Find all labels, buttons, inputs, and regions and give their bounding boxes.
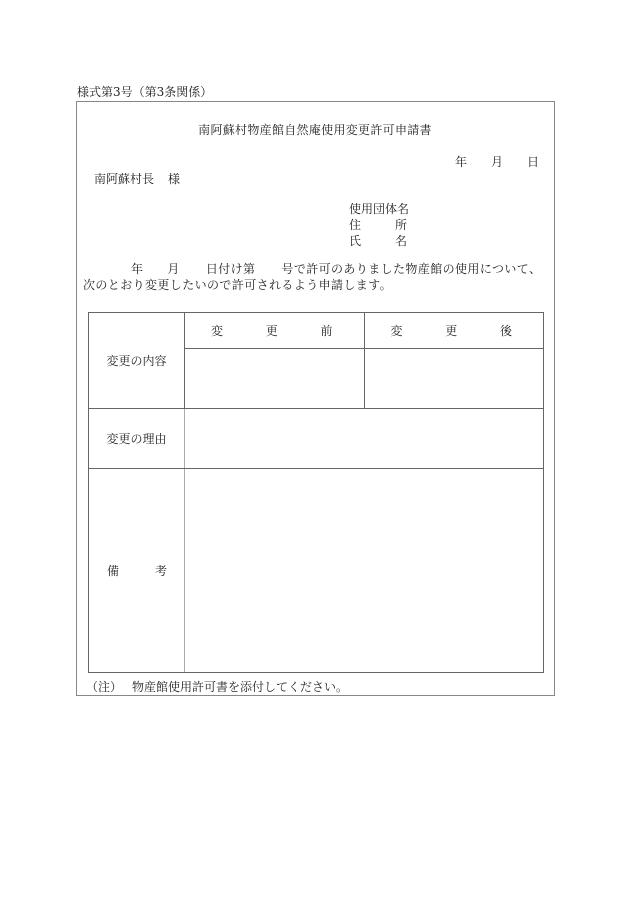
change-content-label: 変更の内容	[106, 354, 167, 368]
header-char: 変	[211, 324, 224, 338]
before-value-field[interactable]	[185, 349, 365, 409]
body-day-suffix: 日付け第	[205, 262, 256, 276]
header-char: 変	[390, 324, 403, 338]
address-label-char-1: 住	[349, 218, 362, 232]
after-header	[365, 322, 544, 339]
addressee-honorific: 様	[168, 172, 181, 186]
applicant-name-label	[349, 232, 407, 249]
request-body-text	[83, 261, 551, 293]
name-label-char-1: 氏	[349, 234, 362, 248]
date-day-label: 日	[527, 155, 540, 169]
remarks-label-char-1: 備	[107, 564, 120, 578]
footnote-text: 物産館使用許可書を添付してください。	[132, 680, 349, 694]
name-label-char-2: 名	[394, 234, 407, 248]
table-row	[89, 469, 544, 673]
after-value-field[interactable]	[364, 349, 544, 409]
before-header-cell	[185, 313, 365, 349]
after-header-cell	[364, 313, 544, 349]
header-char: 前	[320, 324, 333, 338]
table-row	[89, 409, 544, 469]
change-details-table	[88, 312, 544, 673]
header-char: 更	[445, 324, 458, 338]
remarks-label-char-2: 考	[154, 564, 167, 578]
change-reason-field[interactable]	[185, 409, 544, 469]
change-reason-label-cell	[89, 409, 185, 469]
addressee	[94, 170, 180, 187]
date-line	[455, 153, 539, 170]
table-header-row	[89, 313, 544, 349]
body-number-suffix: 号で許可のありました物産館の使用について、次のとおり変更したいので許可されるよう申請します。	[83, 262, 542, 292]
footnote-prefix: （注）	[86, 680, 123, 694]
footnote	[86, 678, 348, 695]
date-month-label: 月	[491, 155, 504, 169]
header-char: 後	[499, 324, 512, 338]
date-year-label: 年	[455, 155, 468, 169]
applicant-address-label	[349, 216, 407, 233]
form-number-label: 様式第3号（第3条関係）	[77, 85, 213, 99]
change-reason-label: 変更の理由	[106, 432, 167, 446]
document-title: 南阿蘇村物産館自然庵使用変更許可申請書	[198, 123, 432, 137]
remarks-label-cell	[89, 469, 185, 673]
address-label-char-2: 所	[394, 218, 407, 232]
remarks-label	[89, 562, 184, 579]
remarks-field[interactable]	[185, 469, 544, 673]
before-header	[185, 322, 364, 339]
header-char: 更	[265, 324, 278, 338]
change-content-label-cell	[89, 313, 185, 409]
addressee-name: 南阿蘇村長	[94, 172, 155, 186]
body-month: 月	[167, 262, 180, 276]
applicant-organization-label: 使用団体名	[349, 202, 410, 216]
body-year: 年	[131, 262, 144, 276]
